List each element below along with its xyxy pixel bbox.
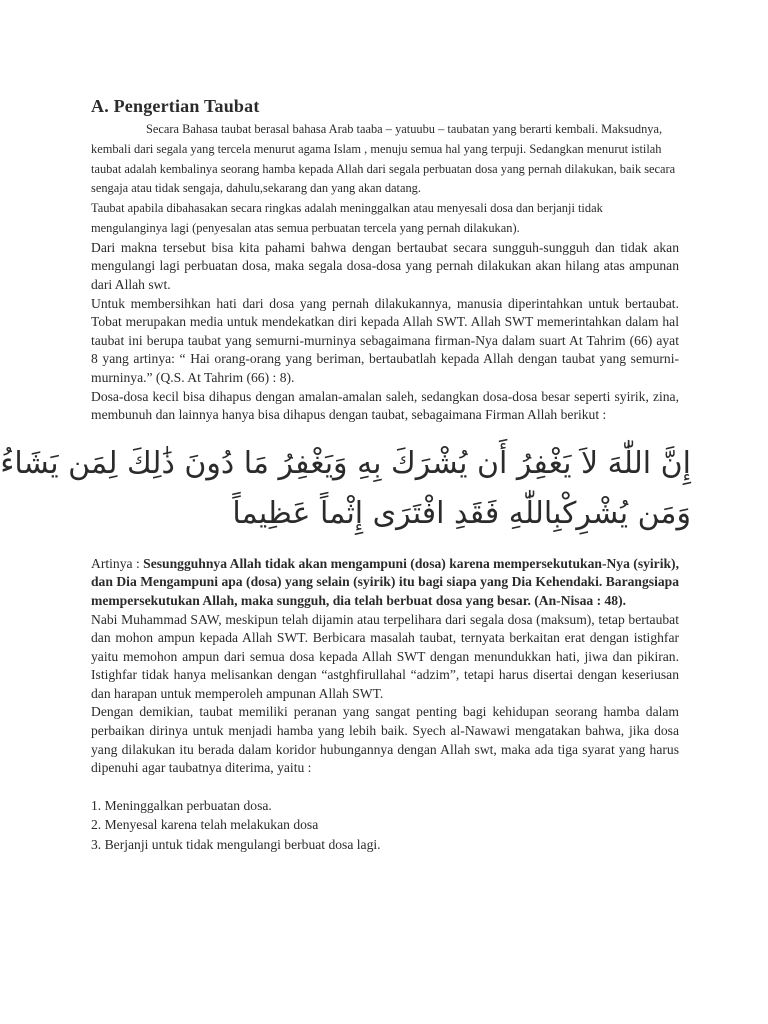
- document-content: [0, 96, 691, 855]
- arabic-verse: [0, 439, 691, 539]
- paragraph-summary: Taubat apabila dibahasakan secara ringkas adalah meninggalkan atau menyesali dosa dan berjanji tidak mengulanginya lagi (penyesalan atas semua perbuatan tercela yang pernah dilakukan).: [91, 201, 603, 235]
- paragraph-conclusion: Dengan demikian, taubat memiliki peranan yang sangat penting bagi kehidupan seorang hamba dalam perbaikan dirinya untuk menjadi hamba yang lebih baik. Syech al-Nawawi mengatakan bahwa, jika dosa yang dilakukan itu berada dalam koridor hubungannya dengan Allah swt, maka ada tiga syarat yang harus dipenuhi agar taubatnya diterima, yaitu :: [91, 704, 679, 776]
- list-item: 3. Berjanji untuk tidak mengulangi berbuat dosa lagi.: [91, 837, 381, 853]
- translation-text: Sesungguhnya Allah tidak akan mengampuni (dosa) karena mempersekutukan-Nya (syirik), dan Dia Mengampuni apa (dosa) yang selain (syirik) itu bagi siapa yang Dia Kehendaki. Barangsiapa mempersekutukan Allah, maka sungguh, dia telah berbuat dosa yang besar. (An-Nisaa : 48).: [91, 555, 679, 608]
- list-item: 1. Meninggalkan perbuatan dosa.: [91, 797, 272, 813]
- translation-label: Artinya :: [91, 555, 144, 571]
- arabic-verse-line-1: إِنَّ اللّٰهَ لاَ يَغْفِرُ أَن يُشْرَكَ بِهِ وَيَغْفِرُ مَا دُونَ ذَٰلِكَ لِمَن يَشَاءُ: [0, 445, 691, 481]
- paragraph-small-sins: Dosa-dosa kecil bisa dihapus dengan amalan-amalan saleh, sedangkan dosa-dosa besar seperti syirik, zina, membunuh dan lainnya hanya bisa dihapus dengan taubat, sebagaimana Firman Allah berikut :: [91, 388, 679, 423]
- paragraph-command: Untuk membersihkan hati dari dosa yang pernah dilakukannya, manusia diperintahkan untuk bertaubat. Tobat merupakan media untuk mendekatkan diri kepada Allah SWT. Allah SWT memerintahkan dalam hal taubat ini berupa taubat yang semurni-murninya sebagaimana firman-Nya dalam suart At Tahrim (66) ayat 8 yang artinya: “ Hai orang-orang yang beriman, bertaubatlah kepada Allah dengan taubat yang semurni-murninya.” (Q.S. At Tahrim (66) : 8).: [91, 295, 679, 385]
- conditions-list: [91, 796, 679, 855]
- list-item: 2. Menyesal karena telah melakukan dosa: [91, 817, 319, 833]
- paragraph-definition: Secara Bahasa taubat berasal bahasa Arab taaba – yatuubu – taubatan yang berarti kembali. Maksudnya, kembali dari segala yang tercela menurut agama Islam , menuju semua hal yang terpuji. Sedangkan menurut istilah taubat adalah kembalinya seorang hamba kepada Allah dari segala perbuatan dosa yang pernah dilakukan, baik secara sengaja atau tidak sengaja, dahulu,sekarang dan yang akan datang.: [91, 122, 676, 196]
- arabic-verse-line-2: وَمَن يُشْرِكْبِاللّٰهِ فَقَدِ افْتَرَى إِثْماً عَظِيماً: [232, 495, 691, 531]
- verse-translation: [91, 555, 679, 611]
- paragraph-prophet: Nabi Muhammad SAW, meskipun telah dijamin atau terpelihara dari segala dosa (maksum), tetap bertaubat dan mohon ampun kepada Allah SWT. Berbicara masalah taubat, ternyata berkaitan erat dengan istighfar yaitu memohon ampun dari semua dosa kepada Allah SWT dengan menundukkan hati, jiwa dan pikiran. Istighfar tidak hanya melisankan dengan “astghfirullahal “adzim”, tetapi harus disertai dengan keseriusan dan harapan untuk memperoleh ampunan Allah SWT.: [91, 611, 679, 701]
- section-heading: A. Pengertian Taubat: [91, 96, 260, 116]
- paragraph-meaning: Dari makna tersebut bisa kita pahami bahwa dengan bertaubat secara sungguh-sungguh dan tidak akan mengulangi lagi perbuatan dosa, maka segala dosa-dosa yang pernah dilakukan akan hilang atas ampunan dari Allah swt.: [91, 239, 679, 292]
